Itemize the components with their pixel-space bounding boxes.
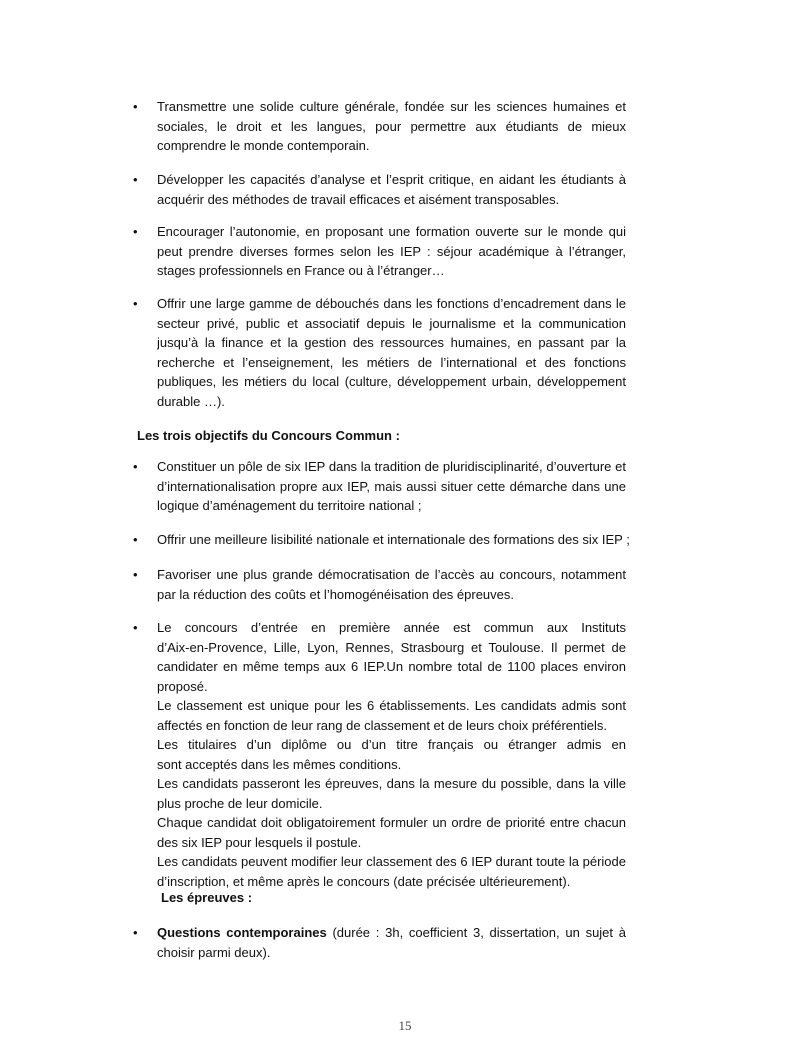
text-line: recherche et l’enseignement, les métiers de l’international et des fonctions xyxy=(157,354,626,370)
bullet-item-questions-contemporaines xyxy=(133,923,626,962)
text-line: sont acceptés dans les mêmes conditions. xyxy=(157,756,402,772)
text-line: Le concours d’entrée en première année est commun aux Instituts xyxy=(157,620,626,635)
text-line: logique d’aménagement du territoire national ; xyxy=(157,498,422,513)
section-heading-epreuves: Les épreuves : xyxy=(161,890,253,905)
text-line: proposé. xyxy=(157,678,208,694)
text-line: Constituer un pôle de six IEP dans la tradition de pluridisciplinarité, d’ouverture et xyxy=(157,459,626,474)
bullet-item xyxy=(133,170,626,209)
text-run: (durée : 3h, coefficient 3, dissertation, un sujet à xyxy=(326,925,626,940)
text-line: publiques, les métiers du local (culture, développement urbain, développement xyxy=(157,374,626,389)
text-line: Favoriser une plus grande démocratisation de l’accès au concours, notamment xyxy=(157,567,626,582)
bullet-icon: • xyxy=(133,296,138,311)
text-line: affectés en fonction de leur rang de classement et de leurs choix préférentiels. xyxy=(157,717,607,733)
text-line: d’Aix-en-Provence, Lille, Lyon, Rennes, Strasbourg et Toulouse. Il permet de xyxy=(157,639,626,655)
text-line: Offrir une large gamme de débouchés dans les fonctions d’encadrement dans le xyxy=(157,296,626,311)
text-line: candidater en même temps aux 6 IEP.Un nombre total de 1100 places environ xyxy=(157,659,626,674)
text-line: Le classement est unique pour les 6 établissements. Les candidats admis sont xyxy=(157,698,626,713)
bullet-item xyxy=(133,618,626,891)
text-line: d’inscription, et même après le concours (date précisée ultérieurement). xyxy=(157,873,571,889)
text-line: choisir parmi deux). xyxy=(157,944,271,960)
bullet-icon: • xyxy=(133,567,138,582)
text-line: Développer les capacités d’analyse et l’esprit critique, en aidant les étudiants à xyxy=(157,172,626,187)
text-line: comprendre le monde contemporain. xyxy=(157,138,370,153)
bullet-icon: • xyxy=(133,99,138,114)
text-line: Offrir une meilleure lisibilité nationale et internationale des formations des six IEP ; xyxy=(157,532,630,547)
bullet-icon: • xyxy=(133,532,138,547)
text-line: sociales, le droit et les langues, pour permettre aux étudiants de mieux xyxy=(157,118,626,134)
text-line: plus proche de leur domicile. xyxy=(157,795,323,811)
bullet-icon: • xyxy=(133,172,138,187)
text-line: secteur privé, public et associatif depuis le journalisme et la communication xyxy=(157,315,626,331)
text-line: peut prendre diverses formes selon les IEP : séjour académique à l’étranger, xyxy=(157,243,626,259)
bullet-item xyxy=(133,457,626,516)
section-heading-objectives: Les trois objectifs du Concours Commun : xyxy=(137,428,400,443)
bullet-icon: • xyxy=(133,459,138,474)
text-line: Les titulaires d’un diplôme ou d’un titre français ou étranger admis en xyxy=(157,737,626,752)
bullet-item xyxy=(133,222,626,281)
bullet-item xyxy=(133,97,626,156)
bold-term: Questions contemporaines xyxy=(157,925,327,940)
text-line: acquérir des méthodes de travail efficaces et aisément transposables. xyxy=(157,191,560,207)
bullet-icon: • xyxy=(133,925,138,940)
text-line: Les candidats passeront les épreuves, dans la mesure du possible, dans la ville xyxy=(157,776,626,791)
page-number: 15 xyxy=(398,1018,412,1033)
text-line: d’internationalisation propre aux IEP, mais aussi situer cette démarche dans une xyxy=(157,478,626,494)
text-line: Les candidats peuvent modifier leur classement des 6 IEP durant toute la période xyxy=(157,854,626,869)
bullet-item xyxy=(133,530,630,550)
text-line: jusqu’à la finance et la gestion des ressources humaines, en passant par la xyxy=(157,335,626,350)
bullet-icon: • xyxy=(133,224,138,239)
text-line: stages professionnels en France ou à l’étranger… xyxy=(157,263,445,278)
text-line xyxy=(157,923,626,943)
text-line: Chaque candidat doit obligatoirement formuler un ordre de priorité entre chacun xyxy=(157,815,626,830)
text-line: Encourager l’autonomie, en proposant une formation ouverte sur le monde qui xyxy=(157,224,626,239)
bullet-item xyxy=(133,294,626,411)
text-line: durable …). xyxy=(157,393,225,409)
text-line: par la réduction des coûts et l’homogénéisation des épreuves. xyxy=(157,586,514,602)
bullet-icon: • xyxy=(133,620,138,635)
text-line: Transmettre une solide culture générale, fondée sur les sciences humaines et xyxy=(157,99,626,114)
bullet-item xyxy=(133,565,626,604)
text-line: des six IEP pour lesquels il postule. xyxy=(157,834,362,850)
